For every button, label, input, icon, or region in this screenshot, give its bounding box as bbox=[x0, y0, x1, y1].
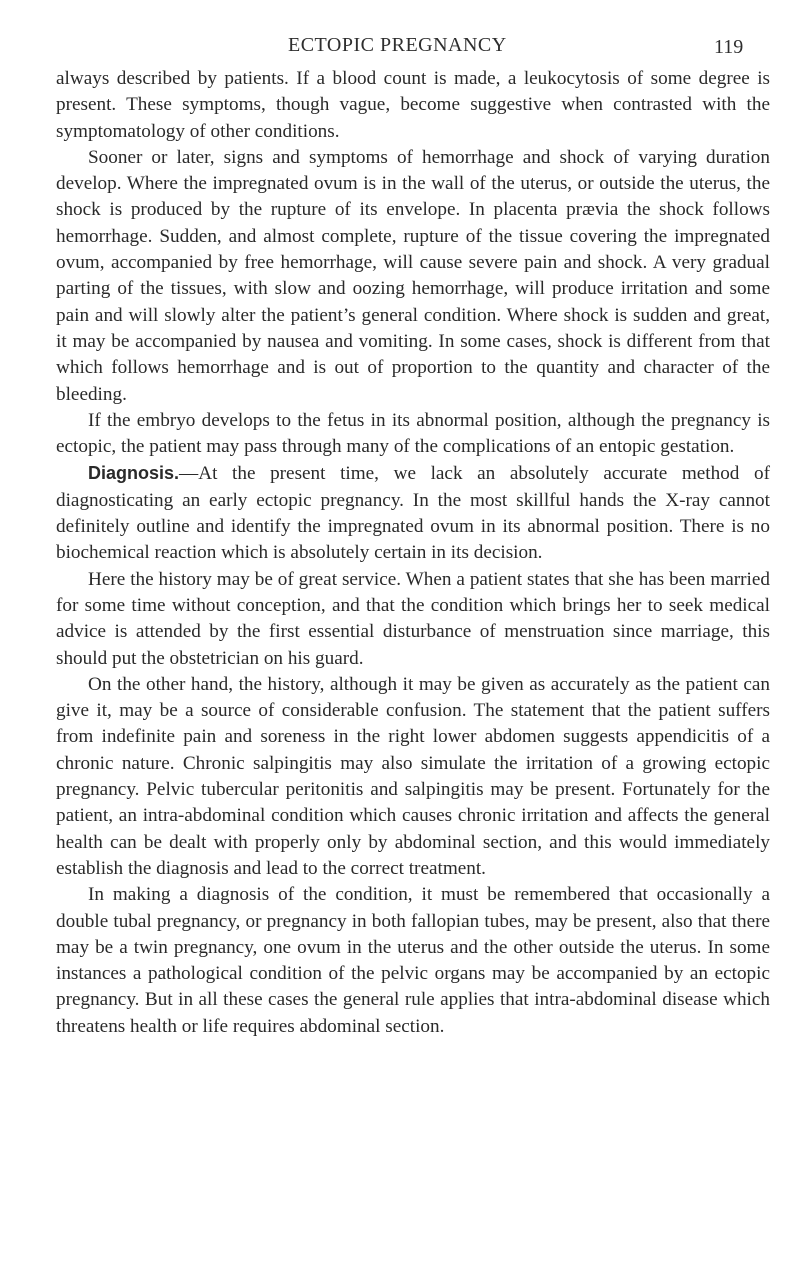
paragraph bbox=[56, 882, 770, 1040]
chapter-title: ECTOPIC PREGNANCY bbox=[288, 34, 507, 56]
paragraph-text: On the other hand, the history, although it may be given as accurately as the patient can give it, may be a source of considerable confusion. The statement that the patient suffers from indefinite pain and soreness in the right lower abdomen suggests appendicitis of a chronic nature. Chronic salpingitis may also simulate the irritation of a growing ectopic pregnancy. Pelvic tubercular peritonitis and salpingitis may be present. Fortunately for the patient, an intra-abdominal condition which causes chronic irritation and affects the general health can be dealt with properly only by abdominal section, and this would immediately establish the diagnosis and lead to the correct treatment. bbox=[56, 673, 770, 879]
paragraph-text: —At the present time, we lack an absolutely accurate method of diagnosticating an early ectopic pregnancy. In the most skillful hands the X-ray cannot definitely outline and identify the impregnated ovum in its abnormal position. There is no biochemical reaction which is absolutely certain in its decision. bbox=[56, 463, 770, 564]
body-text bbox=[56, 66, 770, 1040]
paragraph-text: If the embryo develops to the fetus in its abnormal position, although the pregnancy is ectopic, the patient may pass through many of the complications of an entopic gestation. bbox=[56, 409, 770, 458]
running-head bbox=[0, 34, 800, 60]
paragraph bbox=[56, 460, 770, 566]
paragraph bbox=[56, 408, 770, 461]
section-heading: Diagnosis. bbox=[88, 463, 180, 484]
paragraph-text: In making a diagnosis of the condition, it must be remembered that occasionally a double tubal pregnancy, or pregnancy in both fallopian tubes, may be present, also that there may be a twin pregnancy, one ovum in the uterus and the other outside the uterus. In some instances a pathological condition of the pelvic organs may be accompanied by an ectopic pregnancy. But in all these cases the general rule applies that intra-abdominal disease which threatens health or life requires abdominal section. bbox=[56, 884, 770, 1037]
paragraph bbox=[56, 66, 770, 145]
paragraph bbox=[56, 672, 770, 882]
page-number: 119 bbox=[714, 36, 744, 58]
paragraph-text: Here the history may be of great service. When a patient states that she has been married for some time without conception, and that the condition which brings her to seek medical advice is attended by the first essential disturbance of menstruation since marriage, this should put the obstetrician on his guard. bbox=[56, 568, 770, 669]
paragraph-text: always described by patients. If a blood count is made, a leukocytosis of some degree is present. These symptoms, though vague, become suggestive when contrasted with the symptomatology of other conditions. bbox=[56, 68, 770, 142]
paragraph-text: Sooner or later, signs and symptoms of hemorrhage and shock of varying duration develop. Where the impregnated ovum is in the wall of the uterus, or outside the uterus, the shock is produced by the rupture of its envelope. In placenta prævia the shock follows hemorrhage. Sudden, and almost complete, rupture of the tissue covering the impregnated ovum, accompanied by free hemorrhage, will cause severe pain and shock. A very gradual parting of the tissues, with slow and oozing hemorrhage, will produce irritation and some pain and will slowly alter the patient’s general condition. Where shock is sudden and great, it may be accompanied by nausea and vomiting. In some cases, shock is different from that which follows hemorrhage and is out of proportion to the quantity and character of the bleeding. bbox=[56, 146, 770, 405]
paragraph bbox=[56, 145, 770, 408]
paragraph bbox=[56, 567, 770, 672]
